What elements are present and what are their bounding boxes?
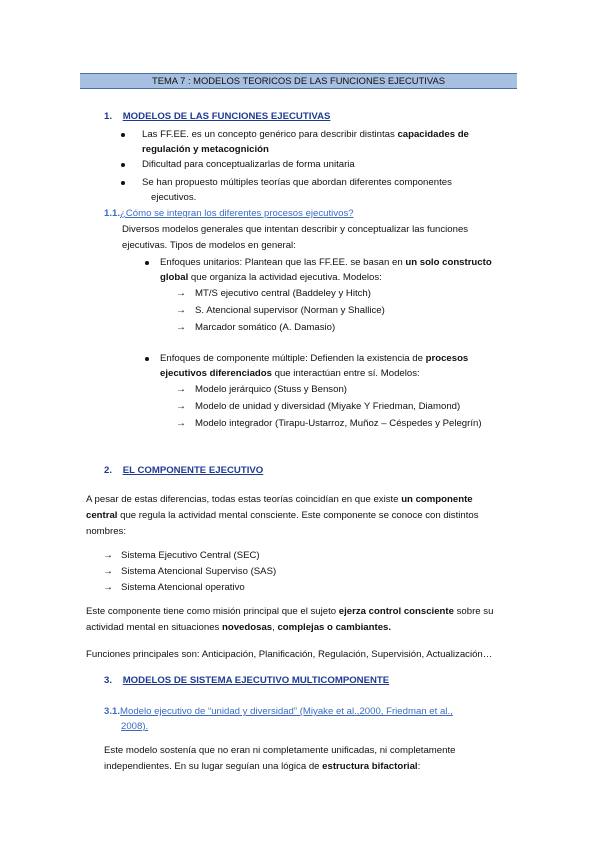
subsection-link[interactable]: Modelo ejecutivo de “unidad y diversidad” (Miyake et al.,2000, Friedman et al., <box>120 706 453 717</box>
arrow-icon: → <box>103 550 113 561</box>
list-item: Dificultad para conceptualizarlas de forma unitaria <box>142 159 355 170</box>
arrow-icon: → <box>176 384 186 395</box>
arrow-icon: → <box>176 305 186 316</box>
list-item: Enfoques unitarios: Plantean que las FF.EE. se basan en un solo constructo <box>160 257 492 268</box>
list-item: Las FF.EE. es un concepto genérico para describir distintas capacidades de <box>142 129 469 140</box>
list-item: Se han propuesto múltiples teorías que abordan diferentes componentes <box>142 177 452 188</box>
section-title: MODELOS DE SISTEMA EJECUTIVO MULTICOMPONENTE <box>122 675 390 686</box>
page-title: TEMA 7 : MODELOS TEORICOS DE LAS FUNCIONES EJECUTIVAS <box>80 73 517 89</box>
arrow-icon: → <box>176 288 186 299</box>
list-item: Modelo integrador (Tirapu-Ustarroz, Muñoz – Céspedes y Pelegrín) <box>195 418 482 429</box>
arrow-icon: → <box>103 566 113 577</box>
list-item: Sistema Atencional operativo <box>121 582 245 593</box>
paragraph-line: actividad mental en situaciones novedosas, complejas o cambiantes. <box>86 622 392 633</box>
subsection-heading-continuation: 2008). <box>121 721 149 732</box>
section-2-heading <box>104 465 263 477</box>
paragraph-line: A pesar de estas diferencias, todas estas teorías coincidían en que existe un componente <box>86 494 473 505</box>
arrow-icon: → <box>103 582 113 593</box>
bullet-icon <box>145 357 149 361</box>
subsection-link[interactable]: ¿Cómo se integran los diferentes procesos ejecutivos? <box>120 208 354 219</box>
paragraph-line: central que regula la actividad mental consciente. Este componente se conoce con distintos <box>86 510 479 521</box>
paragraph-line: Funciones principales son: Anticipación, Planificación, Regulación, Supervisión, Actualización… <box>86 649 493 660</box>
section-title: EL COMPONENTE EJECUTIVO <box>122 465 264 476</box>
paragraph-line: nombres: <box>86 526 126 537</box>
section-number: 3.1. <box>104 706 121 717</box>
subsection-1-1-heading <box>104 208 354 220</box>
list-item-continuation: global que organiza la actividad ejecutiva. Modelos: <box>160 272 382 283</box>
paragraph-line: Este modelo sostenía que no eran ni completamente unificadas, ni completamente <box>104 745 456 756</box>
list-item-continuation: ejecutivos diferenciados que interactúan entre sí. Modelos: <box>160 368 420 379</box>
list-item: Sistema Atencional Superviso (SAS) <box>121 566 277 577</box>
list-item: Marcador somático (A. Damasio) <box>195 322 336 333</box>
list-item: Enfoques de componente múltiple: Defienden la existencia de procesos <box>160 353 469 364</box>
section-3-heading <box>104 675 389 687</box>
paragraph-line: Este componente tiene como misión principal que el sujeto ejerza control consciente sobre su <box>86 606 494 617</box>
bullet-icon <box>121 181 125 185</box>
list-item: Modelo de unidad y diversidad (Miyake Y Friedman, Diamond) <box>195 401 461 412</box>
paragraph-line: Diversos modelos generales que intentan describir y conceptualizar las funciones <box>122 224 469 235</box>
list-item: Modelo jerárquico (Stuss y Benson) <box>195 384 347 395</box>
list-item: MT/S ejecutivo central (Baddeley y Hitch) <box>195 288 371 299</box>
bullet-icon <box>121 163 125 167</box>
list-item: Sistema Ejecutivo Central (SEC) <box>121 550 260 561</box>
list-item-continuation: ejecutivos. <box>151 192 197 203</box>
arrow-icon: → <box>176 322 186 333</box>
paragraph-line: independientes. En su lugar seguían una lógica de estructura bifactorial: <box>104 761 421 772</box>
arrow-icon: → <box>176 401 186 412</box>
bullet-icon <box>145 261 149 265</box>
bullet-icon <box>121 133 125 137</box>
section-number: 1.1. <box>104 208 121 219</box>
subsection-3-1-heading <box>104 706 453 718</box>
section-title: MODELOS DE LAS FUNCIONES EJECUTIVAS <box>122 111 331 122</box>
list-item: S. Atencional supervisor (Norman y Shallice) <box>195 305 385 316</box>
section-number: 3. <box>104 675 113 686</box>
paragraph-line: ejecutivas. Tipos de modelos en general: <box>122 240 296 251</box>
section-number: 1. <box>104 111 113 122</box>
arrow-icon: → <box>176 418 186 429</box>
section-number: 2. <box>104 465 113 476</box>
section-1-heading <box>104 111 330 123</box>
list-item-continuation: regulación y metacognición <box>142 144 269 155</box>
